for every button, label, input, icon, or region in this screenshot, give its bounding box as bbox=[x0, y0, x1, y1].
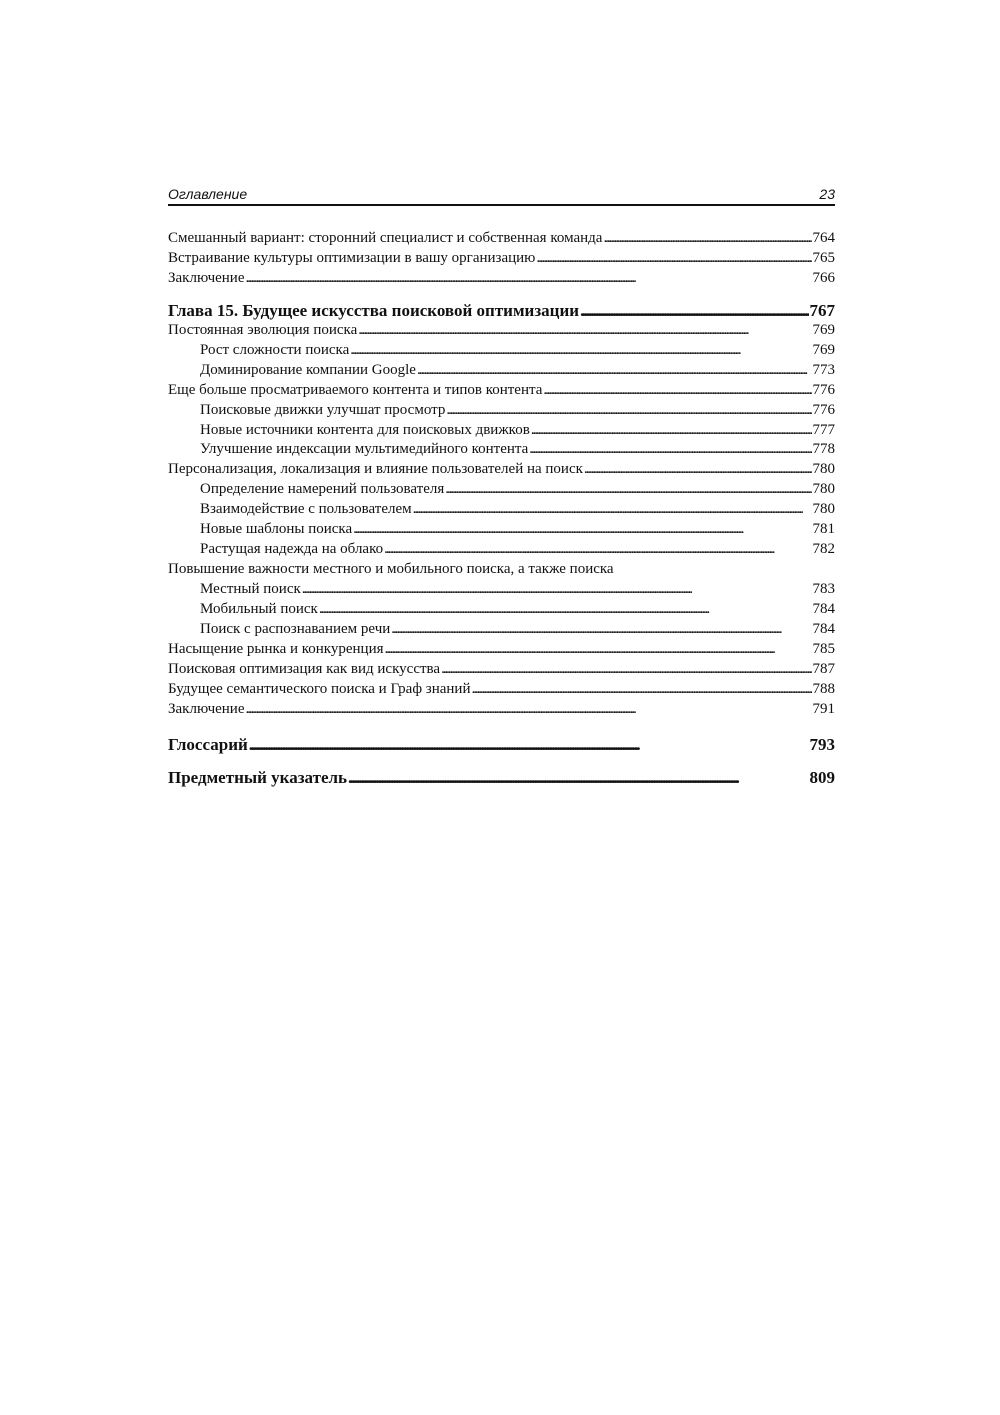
toc-entry[interactable] bbox=[168, 249, 835, 269]
toc-entry[interactable] bbox=[168, 269, 835, 289]
dot-leader bbox=[358, 321, 811, 341]
toc-entry[interactable] bbox=[168, 660, 835, 680]
toc-entry[interactable] bbox=[168, 620, 835, 640]
toc-entry[interactable] bbox=[168, 361, 835, 381]
dot-leader bbox=[472, 680, 812, 700]
dot-leader bbox=[385, 640, 812, 660]
toc-entry-page: 776 bbox=[812, 401, 835, 418]
toc-chapter-15[interactable] bbox=[168, 301, 835, 321]
toc-entry[interactable] bbox=[168, 580, 835, 600]
dot-leader bbox=[531, 421, 812, 441]
toc-entry-title: Растущая надежда на облако bbox=[200, 541, 384, 558]
dot-leader bbox=[536, 249, 811, 269]
toc-entry-title: Доминирование компании Google bbox=[200, 361, 416, 378]
running-header-title: Оглавление bbox=[168, 186, 248, 202]
toc-entry-page: 777 bbox=[812, 421, 835, 438]
index-page: 809 bbox=[809, 767, 835, 787]
toc-entry-title: Поисковая оптимизация как вид искусства bbox=[168, 660, 441, 677]
toc-entry-title: Постоянная эволюция поиска bbox=[168, 321, 358, 338]
chapter-title: Глава 15. Будущее искусства поисковой оптимизации bbox=[168, 300, 580, 320]
running-header-page-number: 23 bbox=[819, 186, 835, 202]
toc-entry-title: Смешанный вариант: сторонний специалист и собственная команда bbox=[168, 230, 603, 246]
dot-leader bbox=[529, 440, 811, 460]
toc-entry-title: Поиск с распознаванием речи bbox=[200, 620, 391, 637]
toc-entry-title: Местный поиск bbox=[200, 581, 301, 597]
toc-entry[interactable] bbox=[168, 401, 835, 421]
dot-leader bbox=[413, 500, 812, 520]
toc-entry-page: 780 bbox=[812, 501, 835, 518]
toc-entry-page: 791 bbox=[812, 700, 835, 717]
dot-leader bbox=[302, 580, 812, 600]
toc-entry-title: Заключение bbox=[168, 269, 245, 286]
toc-entry-page: 776 bbox=[812, 381, 835, 398]
toc-entry-page: 783 bbox=[812, 581, 835, 597]
running-header bbox=[168, 186, 835, 206]
toc-top-section bbox=[168, 229, 835, 289]
dot-leader bbox=[580, 301, 808, 321]
toc-entry-title-line-1: Повышение важности местного и мобильного поиска, а также поиска bbox=[168, 561, 614, 578]
toc-entry[interactable] bbox=[168, 381, 835, 401]
dot-leader bbox=[246, 269, 812, 289]
chapter-15-entries-continued bbox=[168, 580, 835, 720]
toc-entry-title: Новые источники контента для поисковых движков bbox=[200, 421, 530, 438]
toc-entry[interactable] bbox=[168, 440, 835, 460]
toc-entry-title: Улучшение индексации мультимедийного контента bbox=[200, 441, 529, 458]
toc-entry-page: 785 bbox=[812, 640, 835, 657]
toc-entry[interactable] bbox=[168, 321, 835, 341]
index-title: Предметный указатель bbox=[168, 767, 348, 787]
toc-entry-page: 769 bbox=[812, 341, 835, 358]
toc-entry-page: 773 bbox=[812, 361, 835, 378]
toc-entry-title: Заключение bbox=[168, 700, 245, 717]
spacer bbox=[168, 289, 835, 301]
dot-leader bbox=[249, 735, 809, 755]
chapter-15-entries bbox=[168, 321, 835, 560]
dot-leader bbox=[417, 361, 812, 381]
toc-entry-page: 782 bbox=[812, 541, 835, 558]
toc-entry[interactable] bbox=[168, 480, 835, 500]
toc-entry-page: 778 bbox=[812, 441, 835, 458]
toc-entry-multiline[interactable] bbox=[168, 560, 835, 580]
toc-entry[interactable] bbox=[168, 500, 835, 520]
dot-leader bbox=[348, 768, 808, 788]
dot-leader bbox=[384, 540, 811, 560]
toc-entry[interactable] bbox=[168, 421, 835, 441]
table-of-contents bbox=[168, 229, 835, 788]
dot-leader bbox=[445, 480, 811, 500]
toc-entry-title: Еще больше просматриваемого контента и типов контента bbox=[168, 381, 543, 398]
toc-entry-title: Поисковые движки улучшат просмотр bbox=[200, 401, 446, 418]
toc-glossary[interactable] bbox=[168, 735, 835, 755]
dot-leader bbox=[446, 401, 811, 421]
toc-entry-page: 765 bbox=[812, 249, 835, 266]
toc-entry-page: 764 bbox=[812, 230, 835, 246]
toc-entry-title: Новые шаблоны поиска bbox=[200, 521, 353, 538]
toc-entry-page: 780 bbox=[812, 461, 835, 478]
dot-leader bbox=[353, 520, 811, 540]
toc-entry-title: Персонализация, локализация и влияние пользователей на поиск bbox=[168, 461, 583, 478]
dot-leader bbox=[584, 460, 812, 480]
toc-entry[interactable] bbox=[168, 600, 835, 620]
toc-entry-page: 766 bbox=[812, 269, 835, 286]
toc-entry-page: 784 bbox=[812, 620, 835, 637]
dot-leader bbox=[350, 341, 811, 361]
spacer bbox=[168, 755, 835, 768]
toc-entry-title: Встраивание культуры оптимизации в вашу организацию bbox=[168, 249, 536, 266]
toc-entry-page: 788 bbox=[812, 680, 835, 697]
toc-entry-title: Будущее семантического поиска и Граф знаний bbox=[168, 680, 471, 697]
toc-entry-page: 781 bbox=[812, 521, 835, 538]
toc-entry[interactable] bbox=[168, 520, 835, 540]
dot-leader bbox=[543, 381, 811, 401]
toc-entry-title: Рост сложности поиска bbox=[200, 341, 350, 358]
dot-leader bbox=[391, 620, 811, 640]
dot-leader bbox=[603, 229, 811, 249]
toc-entry[interactable] bbox=[168, 640, 835, 660]
spacer bbox=[168, 720, 835, 735]
toc-entry[interactable] bbox=[168, 229, 835, 249]
toc-entry-page: 787 bbox=[812, 660, 835, 677]
toc-entry-page: 780 bbox=[812, 481, 835, 498]
dot-leader bbox=[319, 600, 812, 620]
toc-entry-title: Насыщение рынка и конкуренция bbox=[168, 640, 384, 657]
toc-subject-index[interactable] bbox=[168, 768, 835, 788]
dot-leader bbox=[246, 700, 812, 720]
toc-entry[interactable] bbox=[168, 680, 835, 700]
glossary-page: 793 bbox=[809, 734, 835, 754]
toc-entry-page: 769 bbox=[812, 321, 835, 338]
toc-entry[interactable] bbox=[168, 540, 835, 560]
dot-leader bbox=[441, 660, 811, 680]
chapter-page: 767 bbox=[809, 300, 835, 320]
toc-entry-title: Взаимодействие с пользователем bbox=[200, 501, 412, 518]
glossary-title: Глоссарий bbox=[168, 734, 248, 754]
toc-entry-title: Мобильный поиск bbox=[200, 600, 318, 617]
toc-entry-title: Определение намерений пользователя bbox=[200, 481, 445, 498]
toc-entry[interactable] bbox=[168, 460, 835, 480]
toc-entry[interactable] bbox=[168, 700, 835, 720]
toc-entry-page: 784 bbox=[812, 600, 835, 617]
toc-entry[interactable] bbox=[168, 341, 835, 361]
